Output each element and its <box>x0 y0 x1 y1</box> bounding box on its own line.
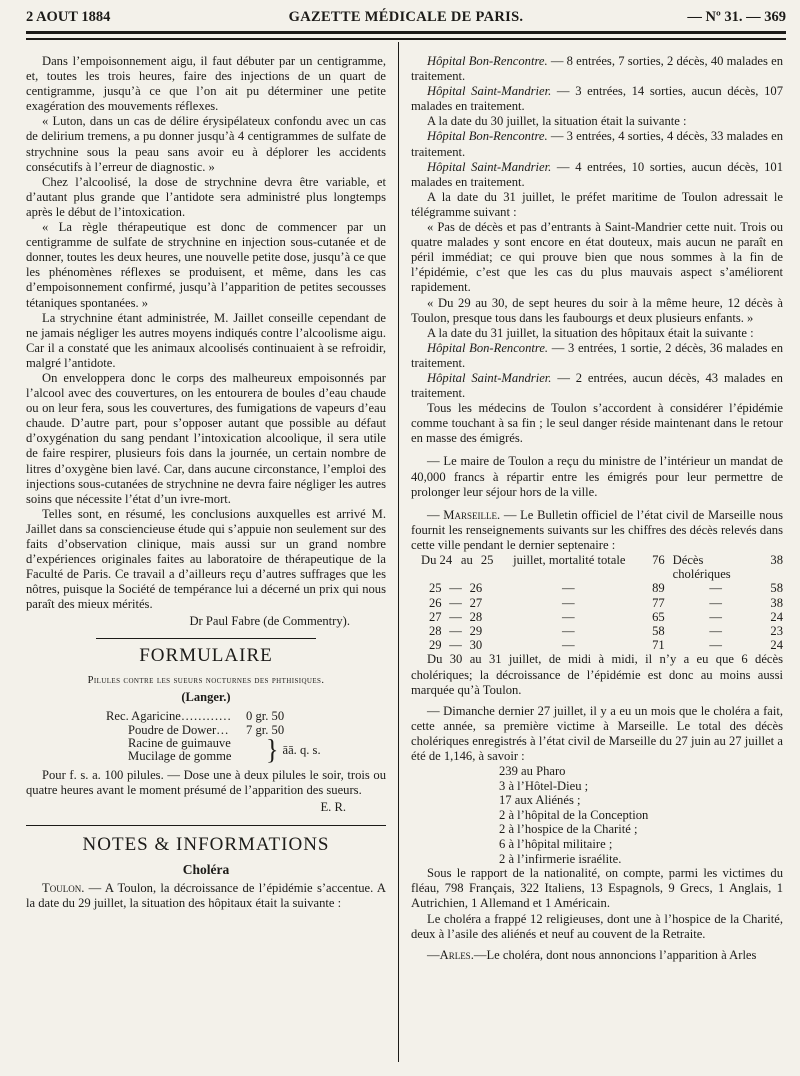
hospital-name: Hôpital Bon-Rencontre. <box>427 54 548 68</box>
paragraph: Hôpital Bon-Rencontre. — 3 entrées, 4 sorties, 4 décès, 33 malades en traitement. <box>411 129 783 159</box>
list-item: 239 au Pharo <box>499 764 566 779</box>
paragraph: Du 30 au 31 juillet, de midi à midi, il n’y a eu que 6 décès cholériques; la décroissance de l’épidémie est donc au moins aussi marquée qu’à Toulon. <box>411 652 783 697</box>
paragraph: — Le maire de Toulon a reçu du ministre de l’intérieur un mandat de 40,000 francs à répartir entre les émigrés pour leur permettre de prolonger leur séjour hors de la ville. <box>411 454 783 499</box>
hospital-name: Hôpital Bon-Rencontre. <box>427 129 548 144</box>
paragraph: « La règle thérapeutique est donc de commencer par un centigramme de sulfate de strychnine en injection sous-cutanée et de donner, toutes les deux heures, une nouvelle petite dose, jusqu’à ce que les phénomènes réflexes se produisent, et même, dans les cas d’empoisonnement confirmé, jusqu’à l’apparition de petites secousses tétaniques spontanées. » <box>26 220 386 310</box>
formula-instructions: Pour f. s. a. 100 pilules. — Dose une à deux pilules le soir, trois ou quatre heures avant le moment présumé de l’apparition des sueurs. <box>26 767 386 797</box>
list-item: 3 à l’Hôtel-Dieu ; <box>499 778 589 793</box>
notes-subtitle: Choléra <box>182 862 230 878</box>
formulaire-author: (Langer.) <box>181 689 231 704</box>
paragraph: —Arles.—Le choléra, dont nous annoncions l’apparition à Arles <box>427 947 757 962</box>
hospital-name: Hôpital Saint-Mandrier. <box>427 370 552 385</box>
paragraph: — Dimanche dernier 27 juillet, il y a eu un mois que le choléra a fait, cette année, sa première victime à Marseille. Le total des décès cholériques enregistrés à l’état civil de Marseille du 27 juin au 27 juillet a été de 1,146, à savoir : <box>411 703 783 763</box>
notes-title: NOTES & INFORMATIONS <box>82 834 330 856</box>
page-header <box>26 10 786 28</box>
ingredient-name: Mucilage de gomme <box>128 749 232 764</box>
table-row: 29 — 30 — 71 — 24 <box>428 638 783 653</box>
formula-row <box>106 709 386 723</box>
paragraph: « Pas de décès et pas d’entrants à Saint-Mandrier cette nuit. Trois ou quatre malades y sont encore en état douteux, mais aucun ne paraît en péril immédiat; ce qui prouve bien que nous sommes à la fin de l’épidémie, c’est que les cas du plus mauvais aspect s’améliorent rapidement. <box>411 220 783 295</box>
mortality-table <box>411 553 783 652</box>
formulaire-signature: E. R. <box>320 799 346 814</box>
paragraph: La strychnine étant administrée, M. Jaillet conseille cependant de ne jamais négliger les autres moyens indiqués contre l’alcoolisme aigu. Car il a constaté que les animaux alcoolisés continuaient à se refroidir, malgré l’antidote. <box>26 310 386 370</box>
paragraph: Toulon. — A Toulon, la décroissance de l’épidémie s’accentue. A la date du 29 juillet, la situation des hôpitaux était la suivante : <box>26 881 386 911</box>
ingredient-qty: āā. q. s. <box>282 743 321 758</box>
paragraph: Chez l’alcoolisé, la dose de strychnine devra être variable, et d’autant plus grande que l’antidote sera administré plus longtemps après le début de l’intoxication. <box>26 174 386 219</box>
right-column <box>411 54 783 963</box>
city-label: — Marseille. <box>427 507 501 522</box>
section-rule <box>96 638 316 639</box>
issue-date: 2 AOUT 1884 <box>26 9 111 25</box>
list-item: 17 aux Aliénés ; <box>499 793 581 808</box>
paragraph: Hôpital Saint-Mandrier. — 4 entrées, 10 sorties, aucun décès, 101 malades en traitement. <box>411 159 783 189</box>
list-item: 2 à l’hospice de la Charité ; <box>499 822 638 837</box>
formulaire-title: FORMULAIRE <box>139 644 273 666</box>
ingredient-name: Rec. Agaricine………… <box>106 708 232 723</box>
header-rule <box>26 31 786 34</box>
paragraph: — Marseille. — Le Bulletin officiel de l’état civil de Marseille nous fournit les renseignements suivants sur les chiffres des décès relevés dans cette ville pendant le dernier septenaire : <box>411 507 783 552</box>
ingredient-group <box>128 737 262 764</box>
ingredient-name: Poudre de Dower… <box>128 722 229 737</box>
deaths-list <box>411 764 783 866</box>
paragraph: On enveloppera donc le corps des malheureux empoisonnés par l’alcool avec des couvertures, on les entourera de boules d’eau chaude ou on leur fera, sous les couvertures, des fumigations de vapeurs d’eau chaude. D’autre part, pour s’opposer autant que possible au défaut d’oxygénation du sang pendant l’intoxication alcoolique, il sera utile de faire respirer, plusieurs fois dans la journée, un certain nombre de litres d’oxygène bien lavé. Car, dans aucune circonstance, l’emploi des injections sous-cutanées de strychnine ne devra faire négliger les autres soins que nécessite l’état d’un ivre-mort. <box>26 370 386 506</box>
formula <box>26 709 386 764</box>
paragraph: « Luton, dans un cas de délire érysipélateux confondu avec un cas de delirium tremens, a pu donner jusqu’à 4 centigrammes de sulfate de strychnine sous la peau sans avoir eu à déplorer les accidents consécutifs à l’erreur de diagnostic. » <box>26 114 386 174</box>
paragraph: A la date du 30 juillet, la situation était la suivante : <box>427 114 687 129</box>
table-row: 28 — 29 — 58 — 23 <box>428 624 783 639</box>
paragraph: Hôpital Bon-Rencontre. — 3 entrées, 1 sortie, 2 décès, 36 malades en traitement. <box>411 340 783 370</box>
paragraph: Hôpital Bon-Rencontre. — 8 entrées, 7 sorties, 2 décès, 40 malades en traitement. <box>411 54 783 84</box>
formula-row <box>106 723 386 737</box>
brace-glyph: } <box>266 733 279 766</box>
table-row: Du 24 au 25 juillet, mortalité totale 76 Décès cholériques 38 <box>421 553 783 582</box>
column-separator <box>398 42 399 1062</box>
paragraph: Sous le rapport de la nationalité, on compte, parmi les victimes du fléau, 798 Français, 322 Italiens, 13 Espagnols, 9 Grecs, 1 Anglais, 1 Autrichien, 1 Allemand et 1 Américain. <box>411 866 783 911</box>
paragraph: A la date du 31 juillet, le préfet maritime de Toulon adressait le télégramme suivant : <box>411 189 783 219</box>
paragraph: Hôpital Saint-Mandrier. — 3 entrées, 14 sorties, aucun décès, 107 malades en traitement. <box>411 84 783 114</box>
ingredient-name: Racine de guimauve <box>128 735 231 750</box>
list-item: 2 à l’infirmerie israélite. <box>499 851 622 866</box>
list-item: 6 à l’hôpital militaire ; <box>499 837 613 852</box>
ingredient-qty: 7 gr. 50 <box>246 722 285 737</box>
author-signature: Dr Paul Fabre (de Commentry). <box>189 614 350 629</box>
table-row: 27 — 28 — 65 — 24 <box>428 609 783 624</box>
table-row: 26 — 27 — 77 — 38 <box>428 595 783 610</box>
hospital-name: Hôpital Bon-Rencontre. <box>427 340 549 355</box>
hospital-name: Hôpital Saint-Mandrier. <box>427 159 552 174</box>
hospital-name: Hôpital Saint-Mandrier. <box>427 84 552 99</box>
paragraph: Hôpital Saint-Mandrier. — 2 entrées, aucun décès, 43 malades en traitement. <box>411 370 783 401</box>
journal-title: GAZETTE MÉDICALE DE PARIS. <box>288 9 524 25</box>
paragraph: A la date du 31 juillet, la situation des hôpitaux était la suivante : <box>427 325 754 340</box>
list-item: 2 à l’hôpital de la Conception <box>499 807 649 822</box>
city-label: Toulon. <box>42 881 85 896</box>
paragraph: « Du 29 au 30, de sept heures du soir à la même heure, 12 décès à Toulon, presque tous dans les faubourgs et deux plusieurs enfants. » <box>411 295 783 325</box>
left-column <box>26 54 386 911</box>
paragraph: Le choléra a frappé 12 religieuses, dont une à l’hospice de la Charité, deux à l’asile des aliénés et neuf au couvent de la Retraite. <box>411 911 783 941</box>
paragraph: Tous les médecins de Toulon s’accordent à considérer l’épidémie comme touchant à sa fin ; le seul danger réside maintenant dans le retour en masse des émigrés. <box>411 401 783 446</box>
section-rule <box>26 825 386 826</box>
header-rule-2 <box>26 38 786 40</box>
issue-number-page: — Nº 31. — 369 <box>687 9 786 25</box>
paragraph: Dans l’empoisonnement aigu, il faut débuter par un centigramme, et, toutes les trois heures, faire des injections de un quart de centigramme, jusqu’à ce que l’on ait pu déterminer une petite exagération des mouvements réflexes. <box>26 54 386 114</box>
formulaire-subtitle: Pilules contre les sueurs nocturnes des phthisiques. <box>87 674 325 686</box>
ingredient-qty: 0 gr. 50 <box>246 708 285 723</box>
table-row: 25 — 26 — 89 — 58 <box>428 581 783 596</box>
paragraph: Telles sont, en résumé, les conclusions auxquelles est arrivé M. Jaillet dans sa consciencieuse étude qui s’appuie non seulement sur des faits d’observation clinique, mais aussi sur un grand nombre d’expériences originales faites au laboratoire de thérapeutique de la Faculté de Paris. Ce travail a d’ailleurs reçu d’autres suffrages que les nôtres, puisque la Société de tempérance lui a décerné un prix qui nous paraît des mieux mérités. <box>26 506 386 612</box>
city-label: —Arles. <box>427 947 474 962</box>
formula-group <box>106 733 386 766</box>
